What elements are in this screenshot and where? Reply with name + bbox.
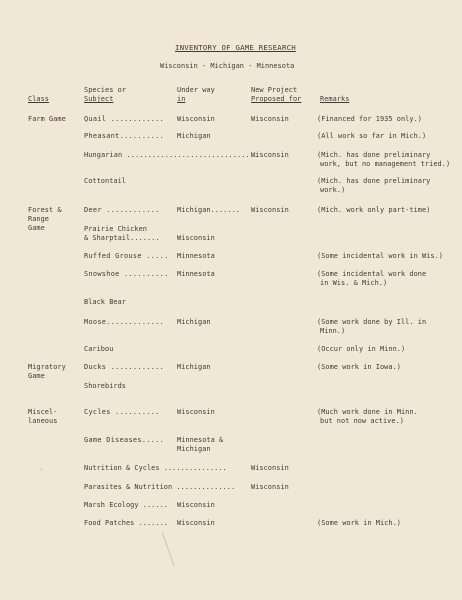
row-cycles-species: Cycles .......... xyxy=(84,408,160,416)
row-food-underway: Wisconsin xyxy=(177,519,215,527)
row-pheasant-species: Pheasant.......... xyxy=(84,132,165,140)
paper-fold-mark xyxy=(160,530,180,570)
header-underway-line1: Under way xyxy=(177,86,215,94)
row-pheasant-underway: Michigan xyxy=(177,132,211,140)
header-remarks: Remarks xyxy=(320,95,350,103)
class-misc-line2: laneous xyxy=(28,417,58,425)
row-prairie-species-line2: & Sharptail....... xyxy=(84,234,160,242)
row-cycles-remarks-line1: (Much work done in Minn. xyxy=(317,408,418,416)
row-ducks-species: Ducks ............ xyxy=(84,363,165,371)
row-moose-remarks-line1: (Some work done by Ill. in xyxy=(317,318,427,326)
class-migratory-line1: Migratory xyxy=(28,363,66,371)
row-blackbear-species: Black Bear xyxy=(84,298,126,306)
row-prairie-underway: Wisconsin xyxy=(177,234,215,242)
row-diseases-underway-line2: Michigan xyxy=(177,445,211,453)
document-title: INVENTORY OF GAME RESEARCH xyxy=(175,43,296,52)
row-food-remarks: (Some work in Mich.) xyxy=(317,519,401,527)
paper-speck xyxy=(40,468,43,471)
header-underway-line2: in xyxy=(177,95,186,103)
row-hungarian-proposed: Wisconsin xyxy=(251,151,289,159)
row-deer-underway: Michigan....... xyxy=(177,206,240,214)
row-hungarian-species: Hungarian ............................... xyxy=(84,151,259,159)
class-forest-line2: Range xyxy=(28,215,49,223)
row-snowshoe-underway: Minnesota xyxy=(177,270,215,278)
row-caribou-species: Caribou xyxy=(84,345,114,353)
class-misc-line1: Miscel- xyxy=(28,408,58,416)
row-food-species: Food Patches ....... xyxy=(84,519,168,527)
row-quail-species: Quail ............ xyxy=(84,115,165,123)
class-farm-game: Farm Game xyxy=(28,115,66,123)
row-hungarian-remarks-line1: (Mich. has done preliminary xyxy=(317,151,431,159)
class-forest-line3: Game xyxy=(28,224,45,232)
row-parasites-proposed: Wisconsin xyxy=(251,483,289,491)
row-caribou-remarks: (Occur only in Minn.) xyxy=(317,345,406,353)
row-diseases-species: Game Diseases..... xyxy=(84,436,165,444)
header-species-line1: Species or xyxy=(84,86,126,94)
row-cottontail-remarks-line2: work.) xyxy=(320,186,346,194)
row-shorebirds-species: Shorebirds xyxy=(84,382,126,390)
row-nutrition-species: Nutrition & Cycles ............... xyxy=(84,464,227,472)
row-marsh-species: Marsh Ecology ...... xyxy=(84,501,168,509)
row-marsh-underway: Wisconsin xyxy=(177,501,215,509)
header-newproject-line2: Proposed for xyxy=(251,95,302,103)
row-cottontail-remarks-line1: (Mich. has done preliminary xyxy=(317,177,431,185)
row-cycles-remarks-line2: but not now active.) xyxy=(320,417,404,425)
row-prairie-species-line1: Prairie Chicken xyxy=(84,225,147,233)
row-moose-species: Moose............. xyxy=(84,318,165,326)
row-deer-species: Deer ............ xyxy=(84,206,160,214)
row-quail-remarks: (Financed for 1935 only.) xyxy=(317,115,422,123)
row-ducks-underway: Michigan xyxy=(177,363,211,371)
row-moose-underway: Michigan xyxy=(177,318,211,326)
row-ruffed-remarks: (Some incidental work in Wis.) xyxy=(317,252,443,260)
row-moose-remarks-line2: Minn.) xyxy=(320,327,346,335)
row-deer-proposed: Wisconsin xyxy=(251,206,289,214)
header-species-line2: Subject xyxy=(84,95,114,103)
row-cottontail-species: Cottontail xyxy=(84,177,126,185)
row-snowshoe-species: Snowshoe .......... xyxy=(84,270,169,278)
header-class: Class xyxy=(28,95,49,103)
row-ruffed-underway: Minnesota xyxy=(177,252,215,260)
class-forest-line1: Forest & xyxy=(28,206,62,214)
row-ruffed-species: Ruffed Grouse ..... xyxy=(84,252,169,260)
row-parasites-species: Parasites & Nutrition .............. xyxy=(84,483,236,491)
document-subtitle: Wisconsin - Michigan - Minnesota xyxy=(160,62,295,70)
row-deer-remarks: (Mich. work only part-time) xyxy=(317,206,431,214)
row-pheasant-remarks: (All work so far in Mich.) xyxy=(317,132,427,140)
row-cycles-underway: Wisconsin xyxy=(177,408,215,416)
row-quail-underway: Wisconsin xyxy=(177,115,215,123)
row-nutrition-proposed: Wisconsin xyxy=(251,464,289,472)
row-diseases-underway-line1: Minnesota & xyxy=(177,436,224,444)
header-newproject-line1: New Project xyxy=(251,86,298,94)
class-migratory-line2: Game xyxy=(28,372,45,380)
row-snowshoe-remarks-line2: in Wis. & Mich.) xyxy=(320,279,388,287)
row-hungarian-remarks-line2: work, but no management tried.) xyxy=(320,160,451,168)
row-ducks-remarks: (Some work in Iowa.) xyxy=(317,363,401,371)
row-snowshoe-remarks-line1: (Some incidental work done xyxy=(317,270,427,278)
row-quail-proposed: Wisconsin xyxy=(251,115,289,123)
